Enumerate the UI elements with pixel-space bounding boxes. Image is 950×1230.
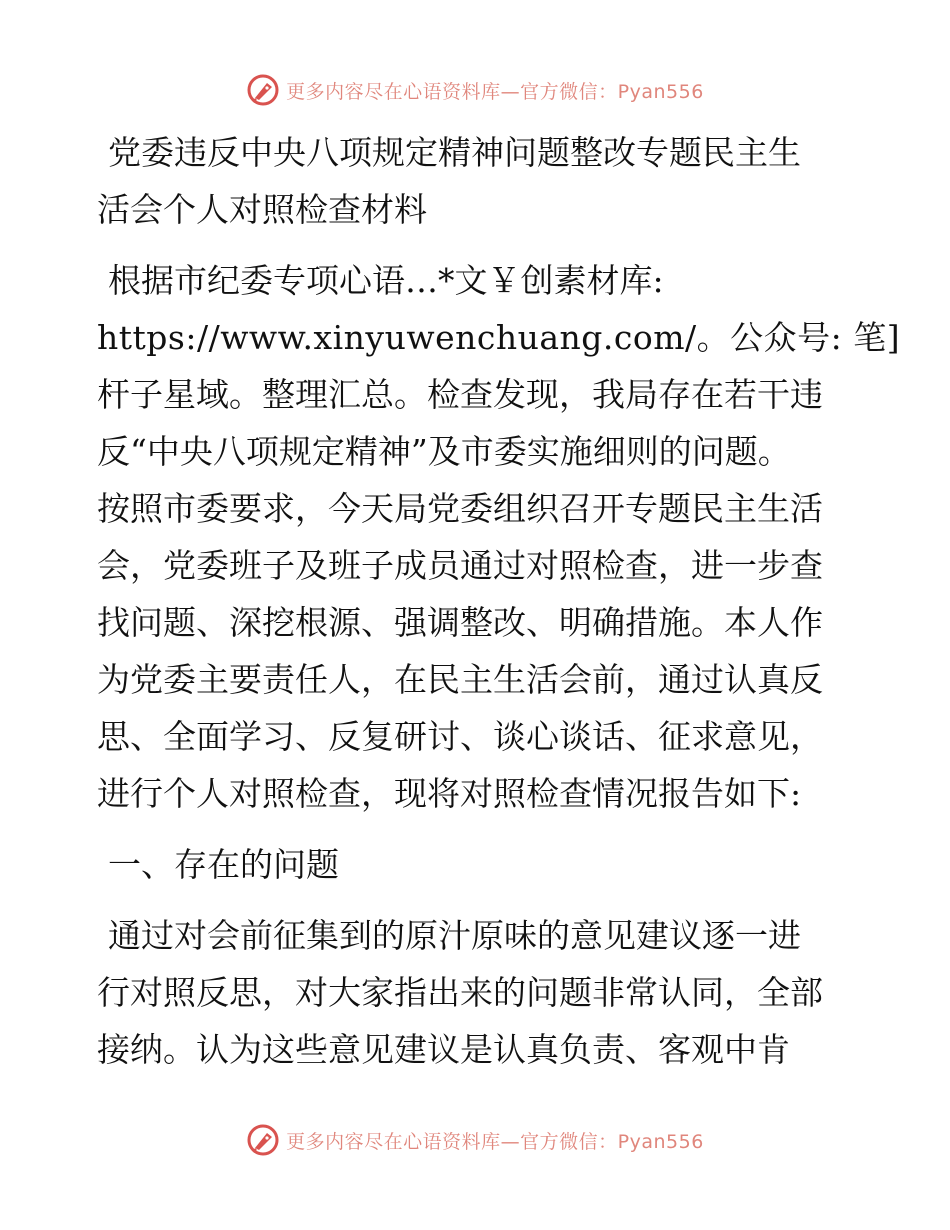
paragraph-line: 根据市纪委专项心语…*文￥创素材库: [108, 261, 664, 300]
paragraph-line: 接纳。认为这些意见建议是认真负责、客观中肯 [97, 1030, 790, 1069]
paragraph-line: 为党委主要责任人，在民主生活会前，通过认真反 [97, 660, 823, 699]
footer-watermark [0, 1120, 950, 1160]
pen-nib-logo-icon [246, 1123, 280, 1157]
paragraph-line: 会，党委班子及班子成员通过对照检查，进一步查 [97, 546, 823, 585]
paragraph-line: 按照市委要求，今天局党委组织召开专题民主生活 [97, 489, 823, 528]
spacer [97, 822, 857, 836]
title-line-1: 党委违反中央八项规定精神问题整改专题民主生 [108, 133, 801, 172]
paragraph-line: 反“中央八项规定精神”及市委实施细则的问题。 [97, 432, 791, 471]
title-line-2: 活会个人对照检查材料 [97, 190, 427, 229]
paragraph-line: 进行个人对照检查，现将对照检查情况报告如下: [97, 774, 802, 813]
paragraph-line: 杆子星域。整理汇总。检查发现，我局存在若干违 [97, 375, 823, 414]
spacer [97, 238, 857, 252]
watermark-text: 更多内容尽在心语资料库—官方微信：Pyan556 [286, 80, 704, 103]
document-body [97, 124, 901, 1078]
pen-nib-logo-icon [246, 73, 280, 107]
section-heading: 一、存在的问题 [108, 845, 339, 884]
watermark-text: 更多内容尽在心语资料库—官方微信：Pyan556 [286, 1130, 704, 1153]
paragraph-intro [97, 252, 901, 822]
paragraph-line: https://www.xinyuwenchuang.com/。公众号: 笔] [97, 318, 901, 357]
paragraph-line: 找问题、深挖根源、强调整改、明确措施。本人作 [97, 603, 823, 642]
spacer [97, 893, 857, 907]
paragraph-line: 通过对会前征集到的原汁原味的意见建议逐一进 [108, 916, 801, 955]
paragraph-line: 行对照反思，对大家指出来的问题非常认同，全部 [97, 973, 823, 1012]
document-title [97, 124, 857, 238]
paragraph-issues [97, 907, 857, 1078]
paragraph-line: 思、全面学习、反复研讨、谈心谈话、征求意见， [97, 717, 823, 756]
header-watermark [0, 70, 950, 110]
